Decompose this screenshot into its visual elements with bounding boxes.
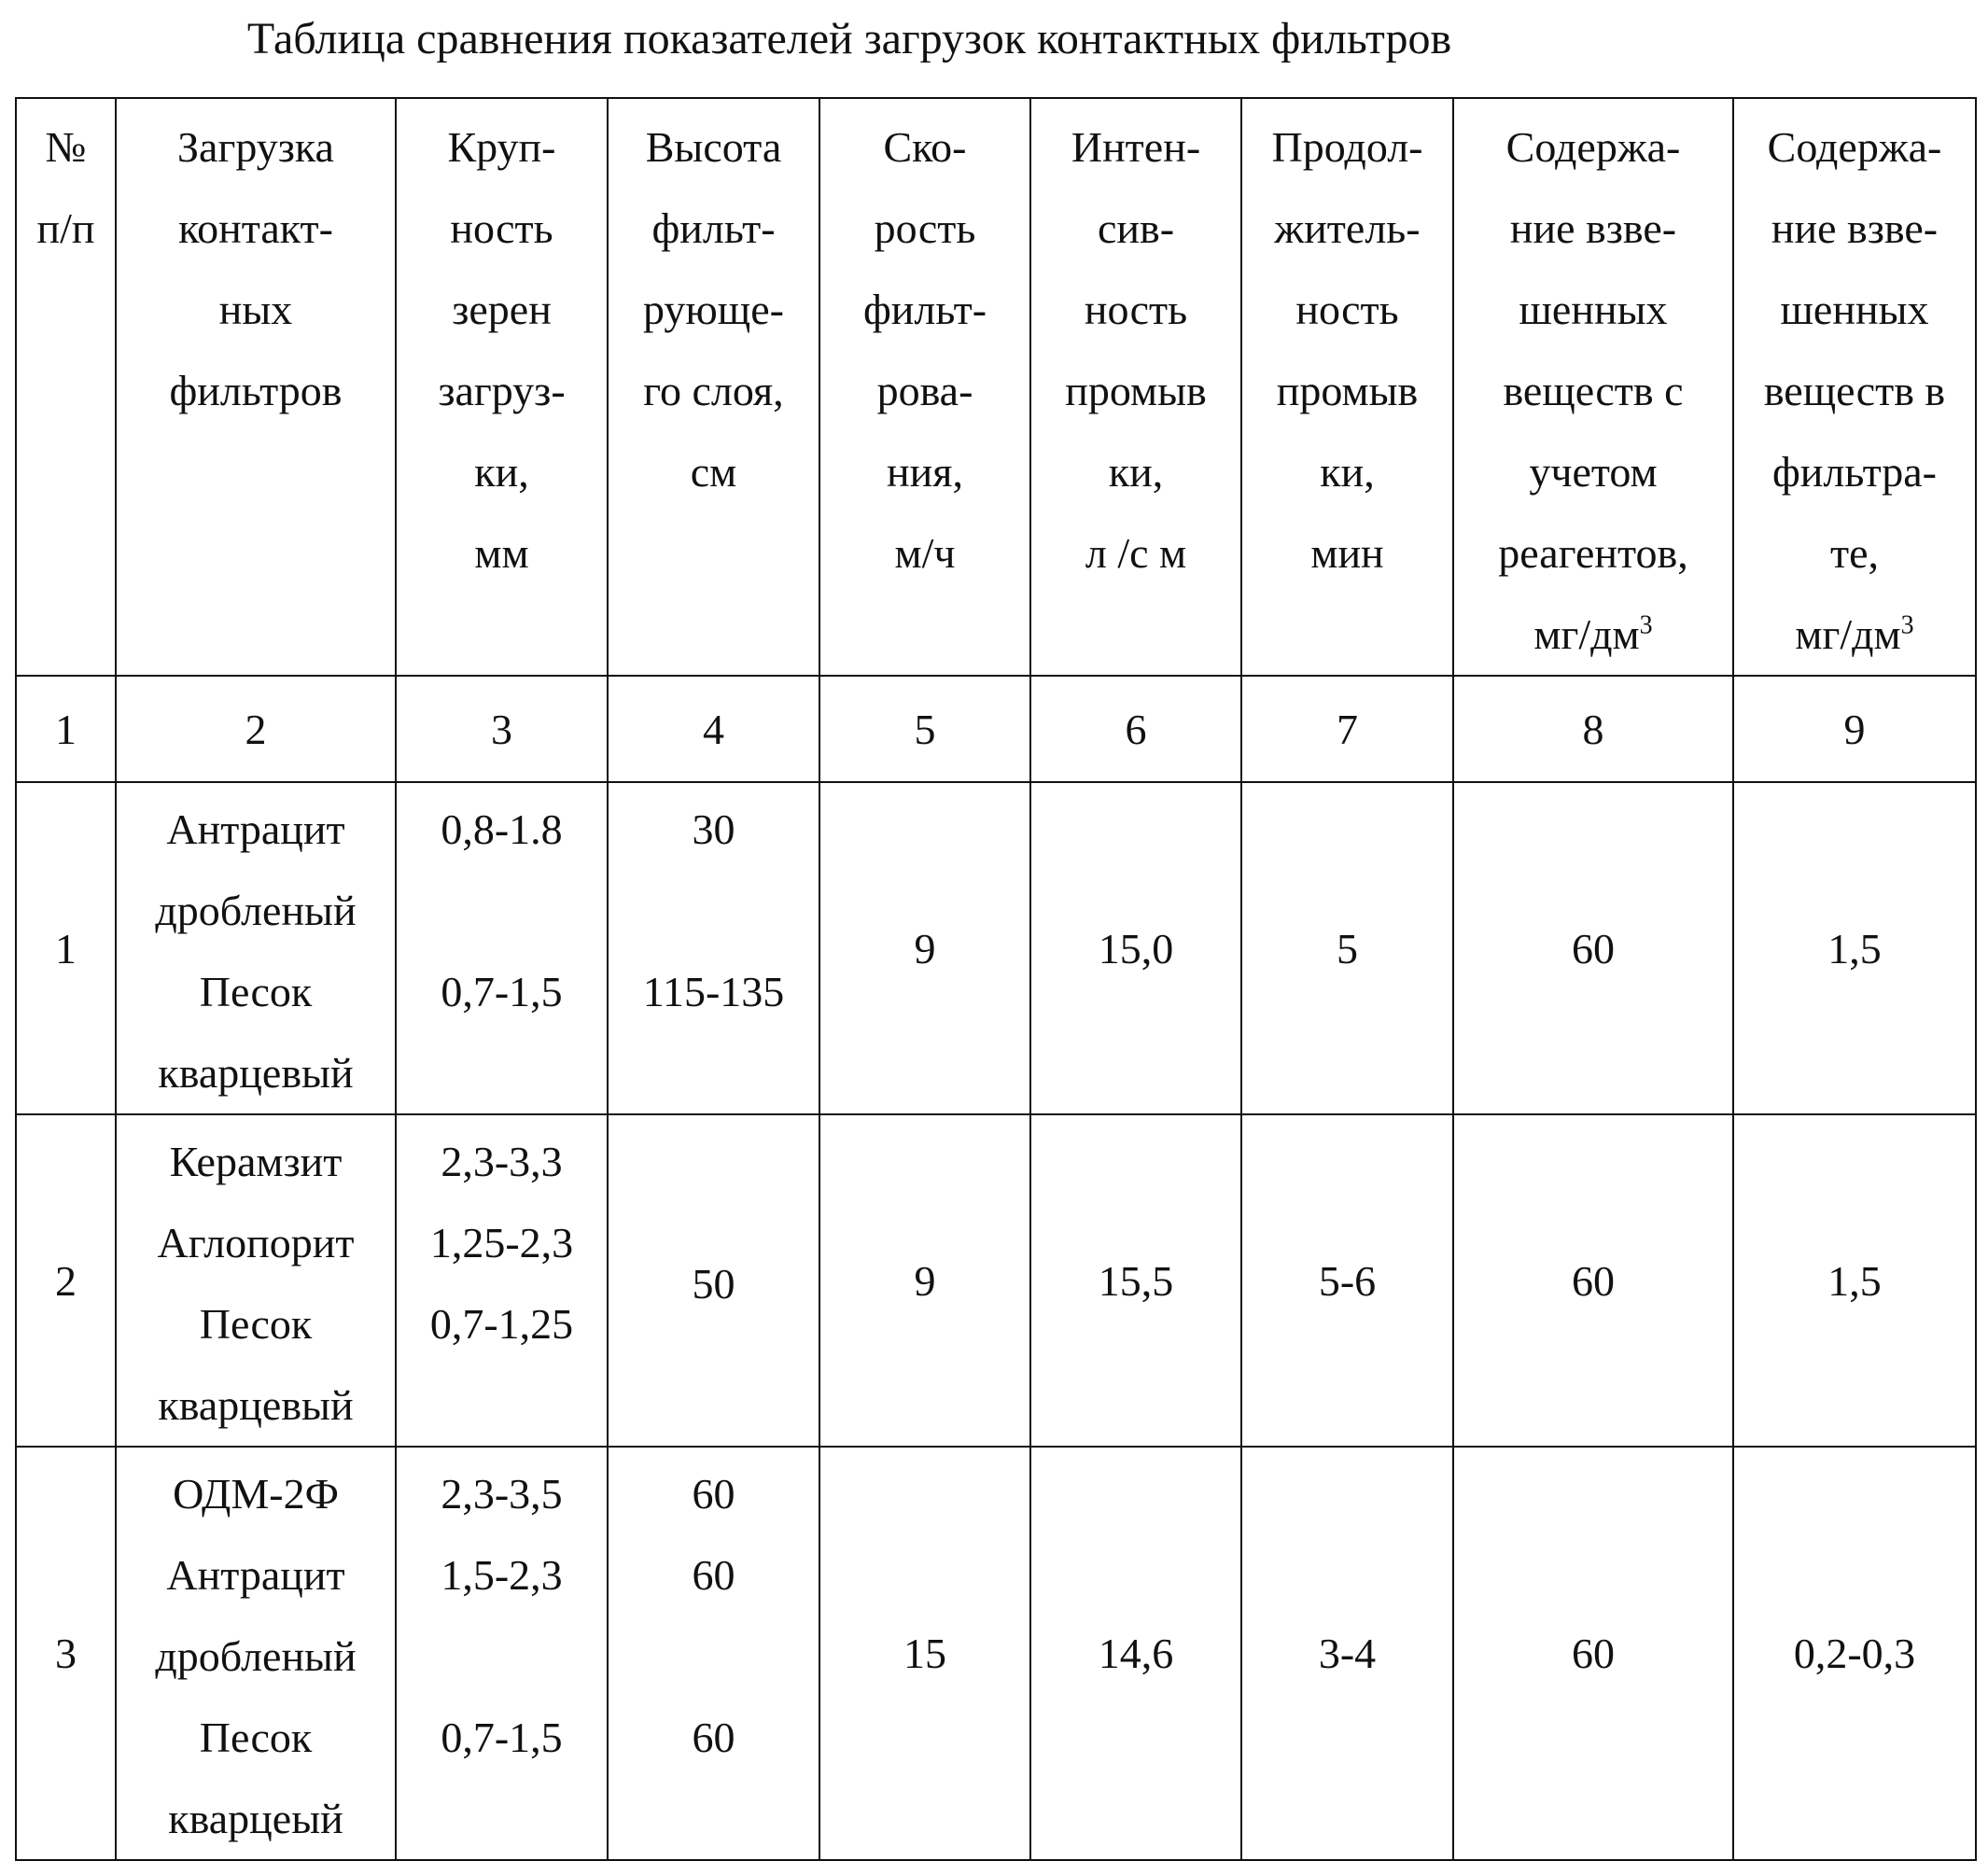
cell-line: зерен [452,286,552,333]
wash-intensity-cell: 14,6 [1030,1447,1241,1860]
cell-line: ние взве- [1509,204,1677,252]
cell-line: фильт- [862,286,987,333]
cell-line: 60 [692,1470,735,1518]
cell-line: Продол- [1271,123,1423,171]
column-number: 3 [396,676,608,782]
cell-line: 2,3-3,5 [441,1470,563,1518]
cell-line: Песок [199,1714,313,1761]
cell-line: кварцевый [158,1049,354,1097]
cell-line: Содержа- [1505,123,1681,171]
cell-line [397,1616,607,1697]
cell-line: 0,7-1,5 [441,968,563,1015]
loading-cell [116,782,396,1114]
header-cell [1453,98,1733,676]
cell-line: м/ч [894,529,956,577]
cell-line: Керамзит [169,1138,343,1185]
cell-line: Загрузка [177,123,334,171]
cell-line: 1,25-2,3 [429,1219,574,1266]
cell-line: сив- [1097,204,1175,252]
row-number: 3 [16,1447,116,1860]
cell-line: дробленый [155,887,357,934]
header-cell-text [17,99,115,269]
cell-lines [397,783,607,1032]
cell-lines [117,783,395,1113]
cell-line: ных [218,286,293,333]
cell-line: загруз- [438,367,566,414]
cell-line: Аглопорит [157,1219,355,1266]
header-cell-text [397,99,607,594]
cell-line: фильтра- [1771,448,1937,496]
header-cell [1030,98,1241,676]
cell-line: л /с м [1085,529,1187,577]
table-row [16,782,1976,1114]
cell-line: 0,7-1,25 [429,1300,574,1348]
cell-line [397,870,607,951]
header-cell [1733,98,1976,676]
header-cell [116,98,396,676]
unit-label [1454,594,1732,675]
cell-lines [609,1238,819,1324]
suspended-reagents-cell: 60 [1453,1447,1733,1860]
wash-duration-cell: 5-6 [1241,1114,1453,1447]
loading-cell [116,1447,396,1860]
header-cell [16,98,116,676]
cell-line: Содержа- [1767,123,1942,171]
layer-height-cell [608,782,819,1114]
cell-line: Круп- [447,123,556,171]
cell-line: № [45,123,87,171]
cell-line: житель- [1274,204,1421,252]
unit-superscript: 3 [1639,610,1653,640]
unit-text: мг/дм [1795,610,1901,658]
filtration-speed-cell: 9 [819,1114,1030,1447]
cell-line: фильт- [651,204,776,252]
suspended-reagents-cell: 60 [1453,782,1733,1114]
cell-line: ки, [474,448,529,496]
unit-superscript: 3 [1900,610,1914,640]
cell-line: ОДМ-2Ф [173,1470,339,1518]
cell-line: мин [1310,529,1384,577]
cell-line: рова- [876,367,973,414]
cell-line: промыв [1065,367,1207,414]
cell-line: 60 [692,1551,735,1599]
wash-intensity-cell: 15,5 [1030,1114,1241,1447]
column-number: 4 [608,676,819,782]
cell-line: учетом [1529,448,1658,496]
cell-line: реагентов, [1498,529,1688,577]
header-cell-text [1031,99,1240,594]
cell-line: 0,8-1.8 [441,805,563,853]
column-number: 6 [1030,676,1241,782]
unit-label [1734,594,1975,675]
column-number: 1 [16,676,116,782]
column-number: 8 [1453,676,1733,782]
cell-line: 50 [692,1259,735,1308]
cell-line: 115-135 [642,968,785,1015]
header-row [16,98,1976,676]
cell-lines [397,1115,607,1364]
table-row [16,1447,1976,1860]
comparison-table [15,97,1977,1861]
column-number: 7 [1241,676,1453,782]
cell-line: Песок [199,968,313,1015]
cell-line: ки, [1108,448,1164,496]
cell-line: Высота [645,123,782,171]
cell-line: фильтров [169,367,343,414]
cell-line: рующе- [643,286,784,333]
cell-line: дробленый [155,1632,357,1680]
cell-line: см [690,448,737,496]
header-cell [1241,98,1453,676]
header-cell-text [820,99,1029,594]
cell-line: п/п [36,204,95,252]
cell-line: го слоя, [643,367,784,414]
cell-line: кварцеый [168,1795,343,1842]
cell-line: Интен- [1071,123,1201,171]
cell-line: ния, [887,448,963,496]
cell-lines [609,1448,819,1778]
cell-line: Ско- [883,123,967,171]
suspended-filtrate-cell: 1,5 [1733,782,1976,1114]
cell-line [609,870,819,951]
suspended-filtrate-cell: 1,5 [1733,1114,1976,1447]
cell-line: ность [1295,286,1399,333]
suspended-reagents-cell: 60 [1453,1114,1733,1447]
cell-line: промыв [1276,367,1419,414]
grain-size-cell [396,1114,608,1447]
grain-size-cell [396,782,608,1114]
filtration-speed-cell: 15 [819,1447,1030,1860]
cell-line: кварцевый [158,1381,354,1429]
cell-line: ки, [1320,448,1375,496]
cell-line: те, [1829,529,1880,577]
cell-line: шенных [1780,286,1929,333]
cell-lines [397,1448,607,1778]
cell-line: мм [474,529,529,577]
cell-line: ность [450,204,553,252]
cell-line: ность [1084,286,1188,333]
column-number: 2 [116,676,396,782]
cell-line: ние взве- [1771,204,1939,252]
wash-duration-cell: 3-4 [1241,1447,1453,1860]
header-cell [396,98,608,676]
column-number: 9 [1733,676,1976,782]
cell-line: шенных [1519,286,1668,333]
unit-text: мг/дм [1533,610,1640,658]
header-cell [819,98,1030,676]
cell-line: 0,7-1,5 [441,1714,563,1761]
header-cell-text [1242,99,1452,594]
table-row [16,1114,1976,1447]
cell-line: 2,3-3,3 [441,1138,563,1185]
header-cell [608,98,819,676]
column-number-row [16,676,1976,782]
loading-cell [116,1114,396,1447]
wash-duration-cell: 5 [1241,782,1453,1114]
cell-line: 60 [692,1714,735,1761]
cell-line: Антрацит [166,805,345,853]
row-number: 2 [16,1114,116,1447]
cell-line: контакт- [178,204,333,252]
header-cell-text [609,99,819,512]
cell-line: Антрацит [166,1551,345,1599]
header-cell-text [1734,99,1975,675]
cell-line: Песок [199,1300,313,1348]
column-number: 5 [819,676,1030,782]
header-cell-text [117,99,395,431]
cell-lines [609,783,819,1032]
wash-intensity-cell: 15,0 [1030,782,1241,1114]
cell-line: 30 [692,805,735,853]
cell-line: веществ с [1503,367,1684,414]
layer-height-cell [608,1114,819,1447]
layer-height-cell [608,1447,819,1860]
cell-lines [117,1448,395,1859]
suspended-filtrate-cell: 0,2-0,3 [1733,1447,1976,1860]
filtration-speed-cell: 9 [819,782,1030,1114]
cell-line: веществ в [1763,367,1946,414]
cell-line [609,1616,819,1697]
cell-line: 1,5-2,3 [441,1551,563,1599]
row-number: 1 [16,782,116,1114]
document-title: Таблица сравнения показателей загрузок контактных фильтров [246,14,1452,63]
cell-lines [117,1115,395,1446]
cell-line: рость [874,204,976,252]
header-cell-text [1454,99,1732,675]
grain-size-cell [396,1447,608,1860]
